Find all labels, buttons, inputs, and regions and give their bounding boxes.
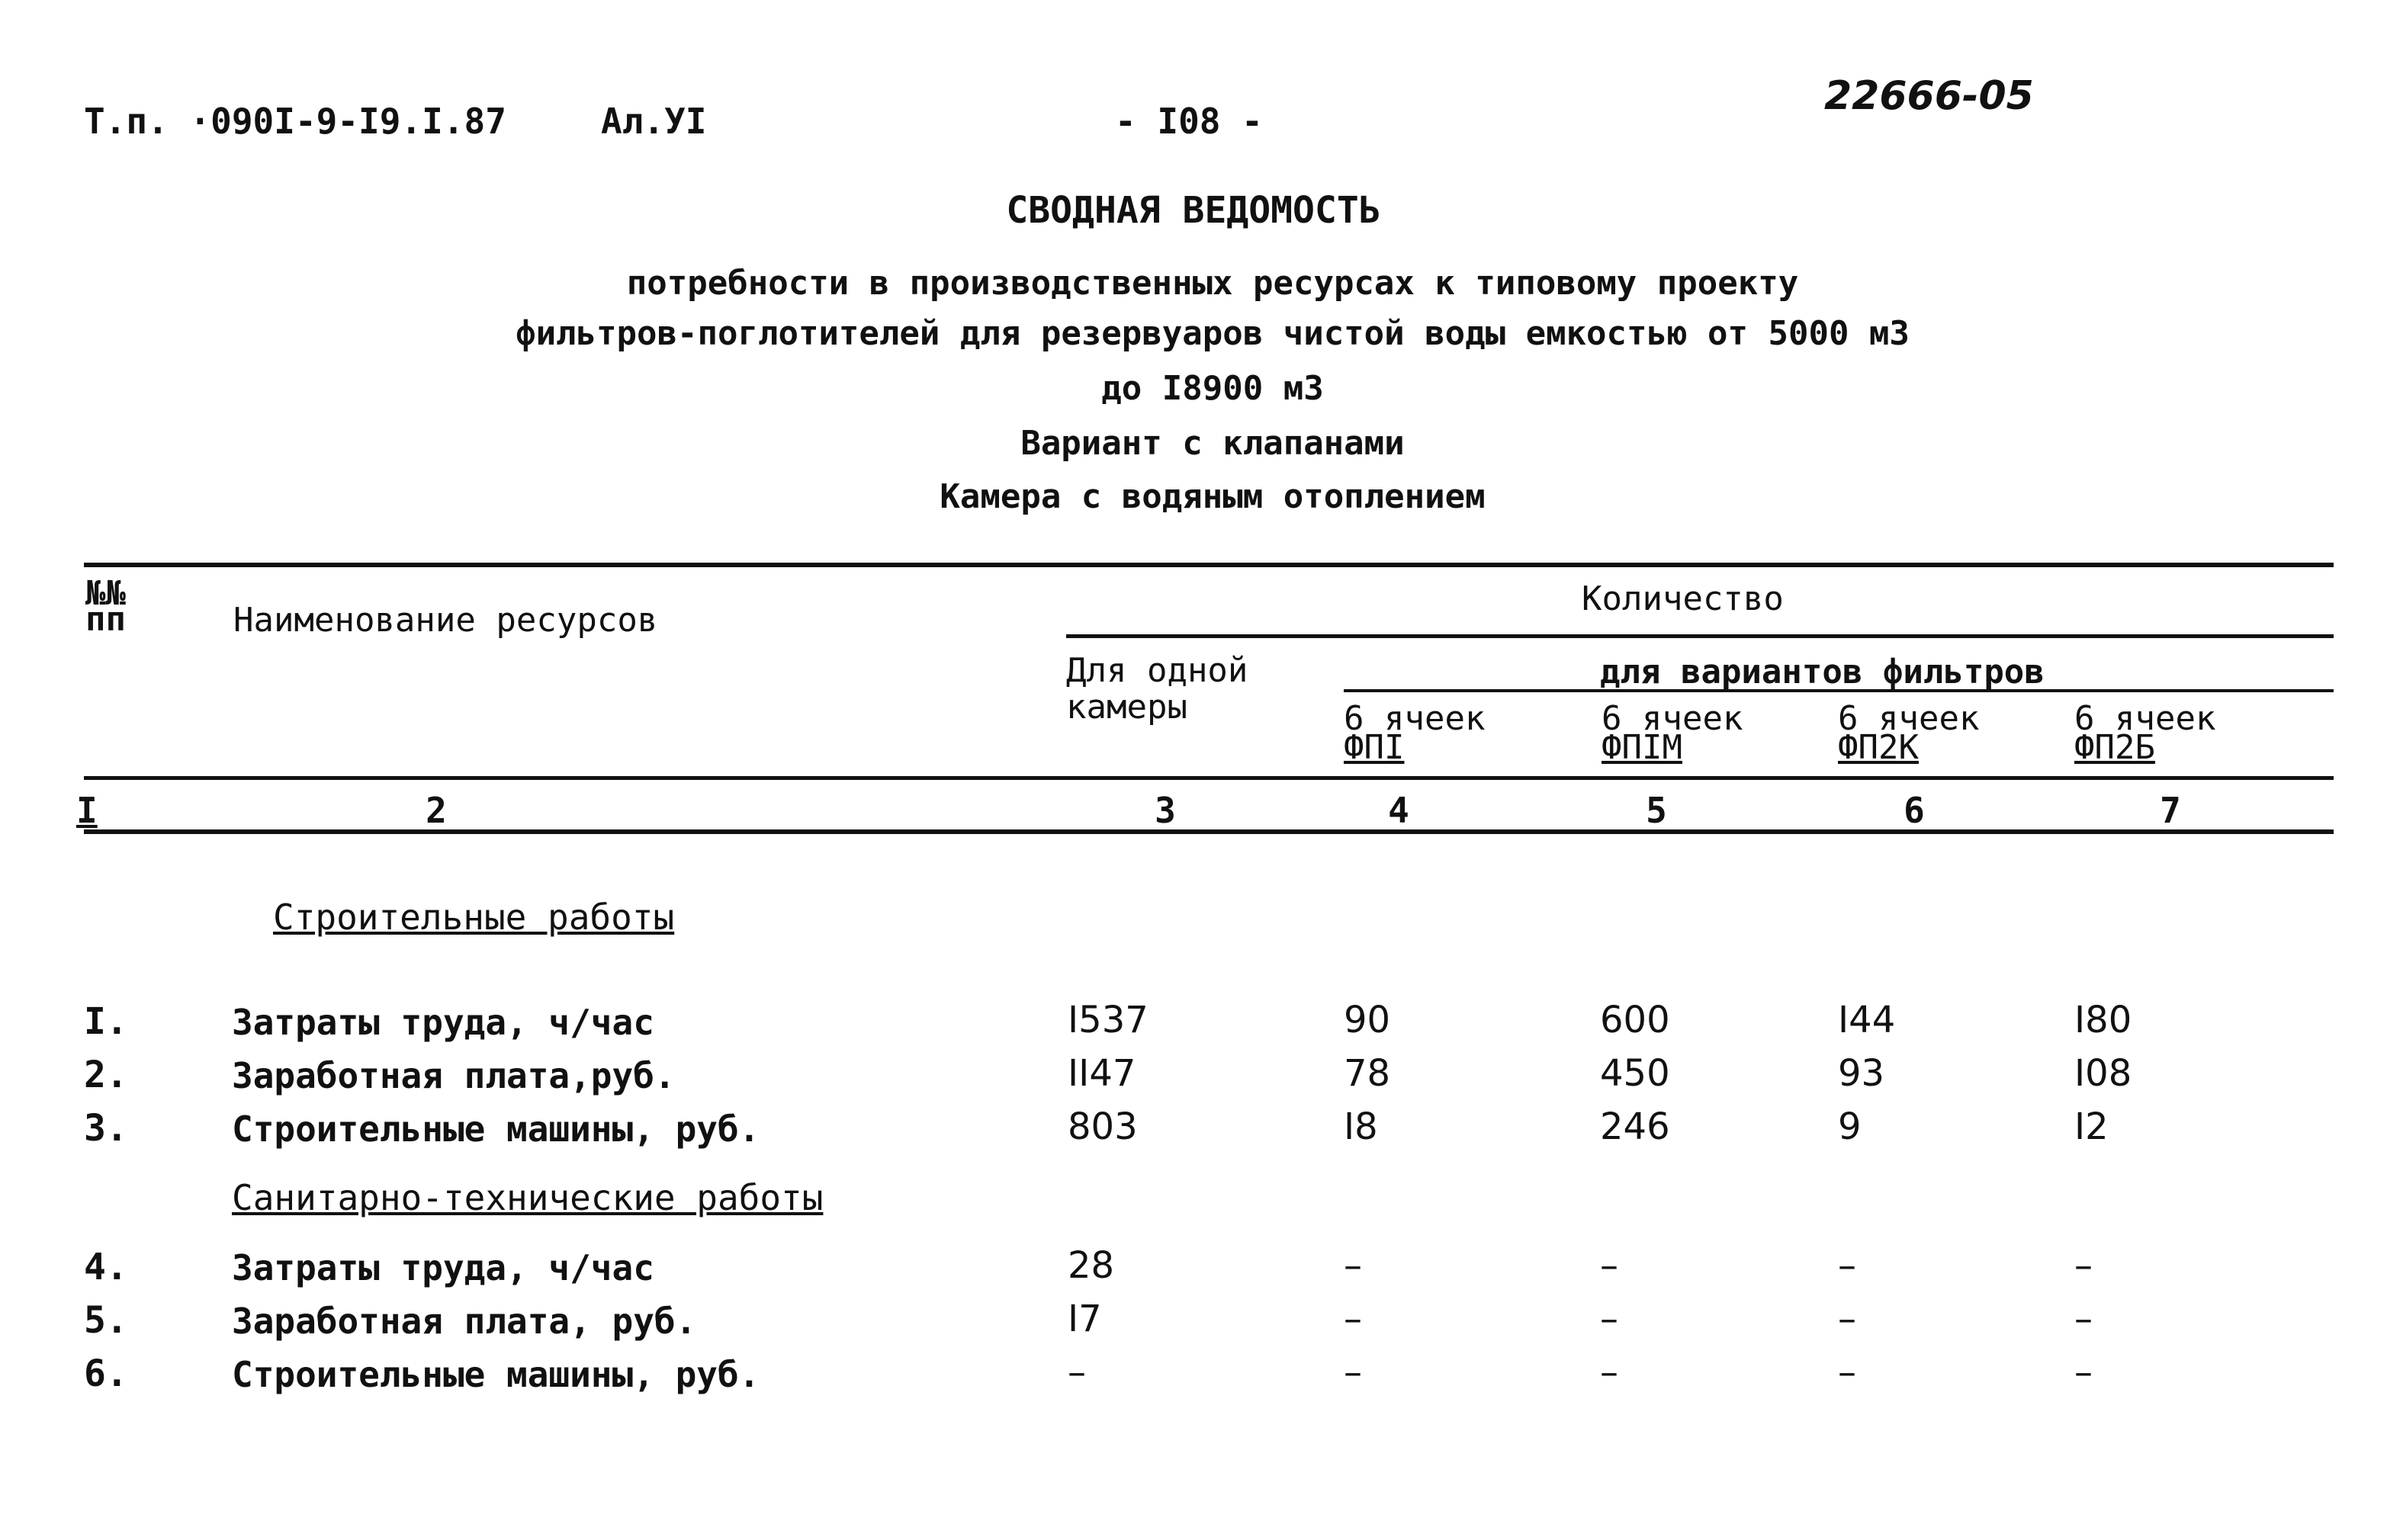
variant-filter-code: ФПI <box>1344 728 1405 767</box>
row-value-fp2b: I2 <box>2074 1105 2109 1148</box>
row-value-one-chamber: I7 <box>1068 1298 1102 1340</box>
row-value-fp2k: – <box>1838 1298 1856 1340</box>
row-resource-name: Заработная плата, руб. <box>232 1301 697 1342</box>
variant-cells-label: 6 ячеек <box>2074 699 2216 738</box>
variant-filter-code: ФП2Б <box>2074 728 2155 767</box>
row-resource-name: Заработная плата,руб. <box>232 1055 676 1096</box>
row-number: 5. <box>84 1299 128 1342</box>
variant-header-3 <box>1838 699 1980 767</box>
row-value-fp1m: 246 <box>1600 1105 1670 1148</box>
row-value-fp1: I8 <box>1344 1105 1378 1148</box>
row-resource-name: Затраты труда, ч/час <box>232 1002 654 1043</box>
row-resource-name: Затраты труда, ч/час <box>232 1247 654 1288</box>
row-value-fp1: – <box>1344 1298 1362 1340</box>
row-value-fp2b: I08 <box>2074 1052 2132 1095</box>
row-number: 6. <box>84 1352 128 1395</box>
row-value-fp1m: – <box>1600 1351 1618 1394</box>
column-number-1: I <box>76 790 98 831</box>
page-title: СВОДНАЯ ВЕДОМОСТЬ <box>1006 189 1381 232</box>
row-value-fp2b: – <box>2074 1351 2093 1394</box>
section-title-construction: Строительные работы <box>273 897 675 938</box>
variant-cells-label: 6 ячеек <box>1344 699 1486 738</box>
row-value-fp2k: – <box>1838 1351 1856 1394</box>
quantity-rule <box>1066 634 2334 638</box>
row-value-fp2b: – <box>2074 1244 2093 1287</box>
row-number: I. <box>84 1000 128 1043</box>
row-number: 3. <box>84 1107 128 1150</box>
title-line-5: Камера с водяным отоплением <box>940 477 1486 516</box>
column-number-6: 6 <box>1903 790 1925 831</box>
row-value-fp1m: – <box>1600 1244 1618 1287</box>
column-number-5: 5 <box>1646 790 1667 831</box>
row-resource-name: Строительные машины, руб. <box>232 1108 760 1150</box>
row-value-fp1m: 600 <box>1600 999 1670 1041</box>
column-number-4: 4 <box>1388 790 1409 831</box>
header-bottom-rule <box>84 776 2334 780</box>
variant-filter-code: ФП2К <box>1838 728 1919 767</box>
row-value-fp1: 78 <box>1344 1052 1391 1095</box>
title-line-1: потребности в производственных ресурсах к типовому проекту <box>626 264 1799 303</box>
column-header-one-chamber: Для одной камеры <box>1066 651 1248 727</box>
row-value-fp1m: 450 <box>1600 1052 1670 1095</box>
column-header-name: Наименование ресурсов <box>233 601 658 640</box>
section-title-sanitary: Санитарно-технические работы <box>232 1177 824 1218</box>
title-line-2: фильтров-поглотителей для резервуаров чистой воды емкостью от 5000 м3 <box>516 314 1910 353</box>
variant-cells-label: 6 ячеек <box>1838 699 1980 738</box>
column-header-quantity: Количество <box>1582 579 1784 618</box>
row-value-fp2b: I80 <box>2074 999 2132 1041</box>
column-header-variants: для вариантов фильтров <box>1600 653 2045 691</box>
row-value-one-chamber: 803 <box>1068 1105 1138 1148</box>
title-line-3: до I8900 м3 <box>1101 369 1324 408</box>
table-top-rule <box>84 563 2334 567</box>
row-number: 4. <box>84 1246 128 1288</box>
row-value-fp1: – <box>1344 1244 1362 1287</box>
row-value-fp2k: I44 <box>1838 999 1896 1041</box>
doc-reference: Т.п. ·090I-9-I9.I.87 <box>84 101 506 142</box>
page-number: - I08 - <box>1115 101 1263 142</box>
variant-header-2 <box>1602 699 1743 767</box>
column-number-2: 2 <box>426 790 447 831</box>
row-value-one-chamber: – <box>1068 1351 1086 1394</box>
column-number-7: 7 <box>2160 790 2181 831</box>
row-value-fp2k: 93 <box>1838 1052 1885 1095</box>
variant-cells-label: 6 ячеек <box>1602 699 1743 738</box>
row-value-fp1: – <box>1344 1351 1362 1394</box>
row-value-fp2b: – <box>2074 1298 2093 1340</box>
column-number-3: 3 <box>1155 790 1176 831</box>
title-line-4: Вариант с клапанами <box>1020 424 1405 463</box>
row-value-fp2k: 9 <box>1838 1105 1862 1148</box>
row-value-one-chamber: II47 <box>1068 1052 1136 1095</box>
variant-header-4 <box>2074 699 2216 767</box>
row-resource-name: Строительные машины, руб. <box>232 1354 760 1395</box>
row-number: 2. <box>84 1054 128 1096</box>
row-value-one-chamber: I537 <box>1068 999 1149 1041</box>
row-value-one-chamber: 28 <box>1068 1244 1115 1287</box>
variant-header-1 <box>1344 699 1486 767</box>
column-header-number: №№ пп <box>85 574 126 639</box>
variant-filter-code: ФПIМ <box>1602 728 1682 767</box>
document-code: 22666-05 <box>1824 73 2034 119</box>
row-value-fp1m: – <box>1600 1298 1618 1340</box>
album-number: Ал.УI <box>601 101 707 142</box>
row-value-fp1: 90 <box>1344 999 1391 1041</box>
row-value-fp2k: – <box>1838 1244 1856 1287</box>
